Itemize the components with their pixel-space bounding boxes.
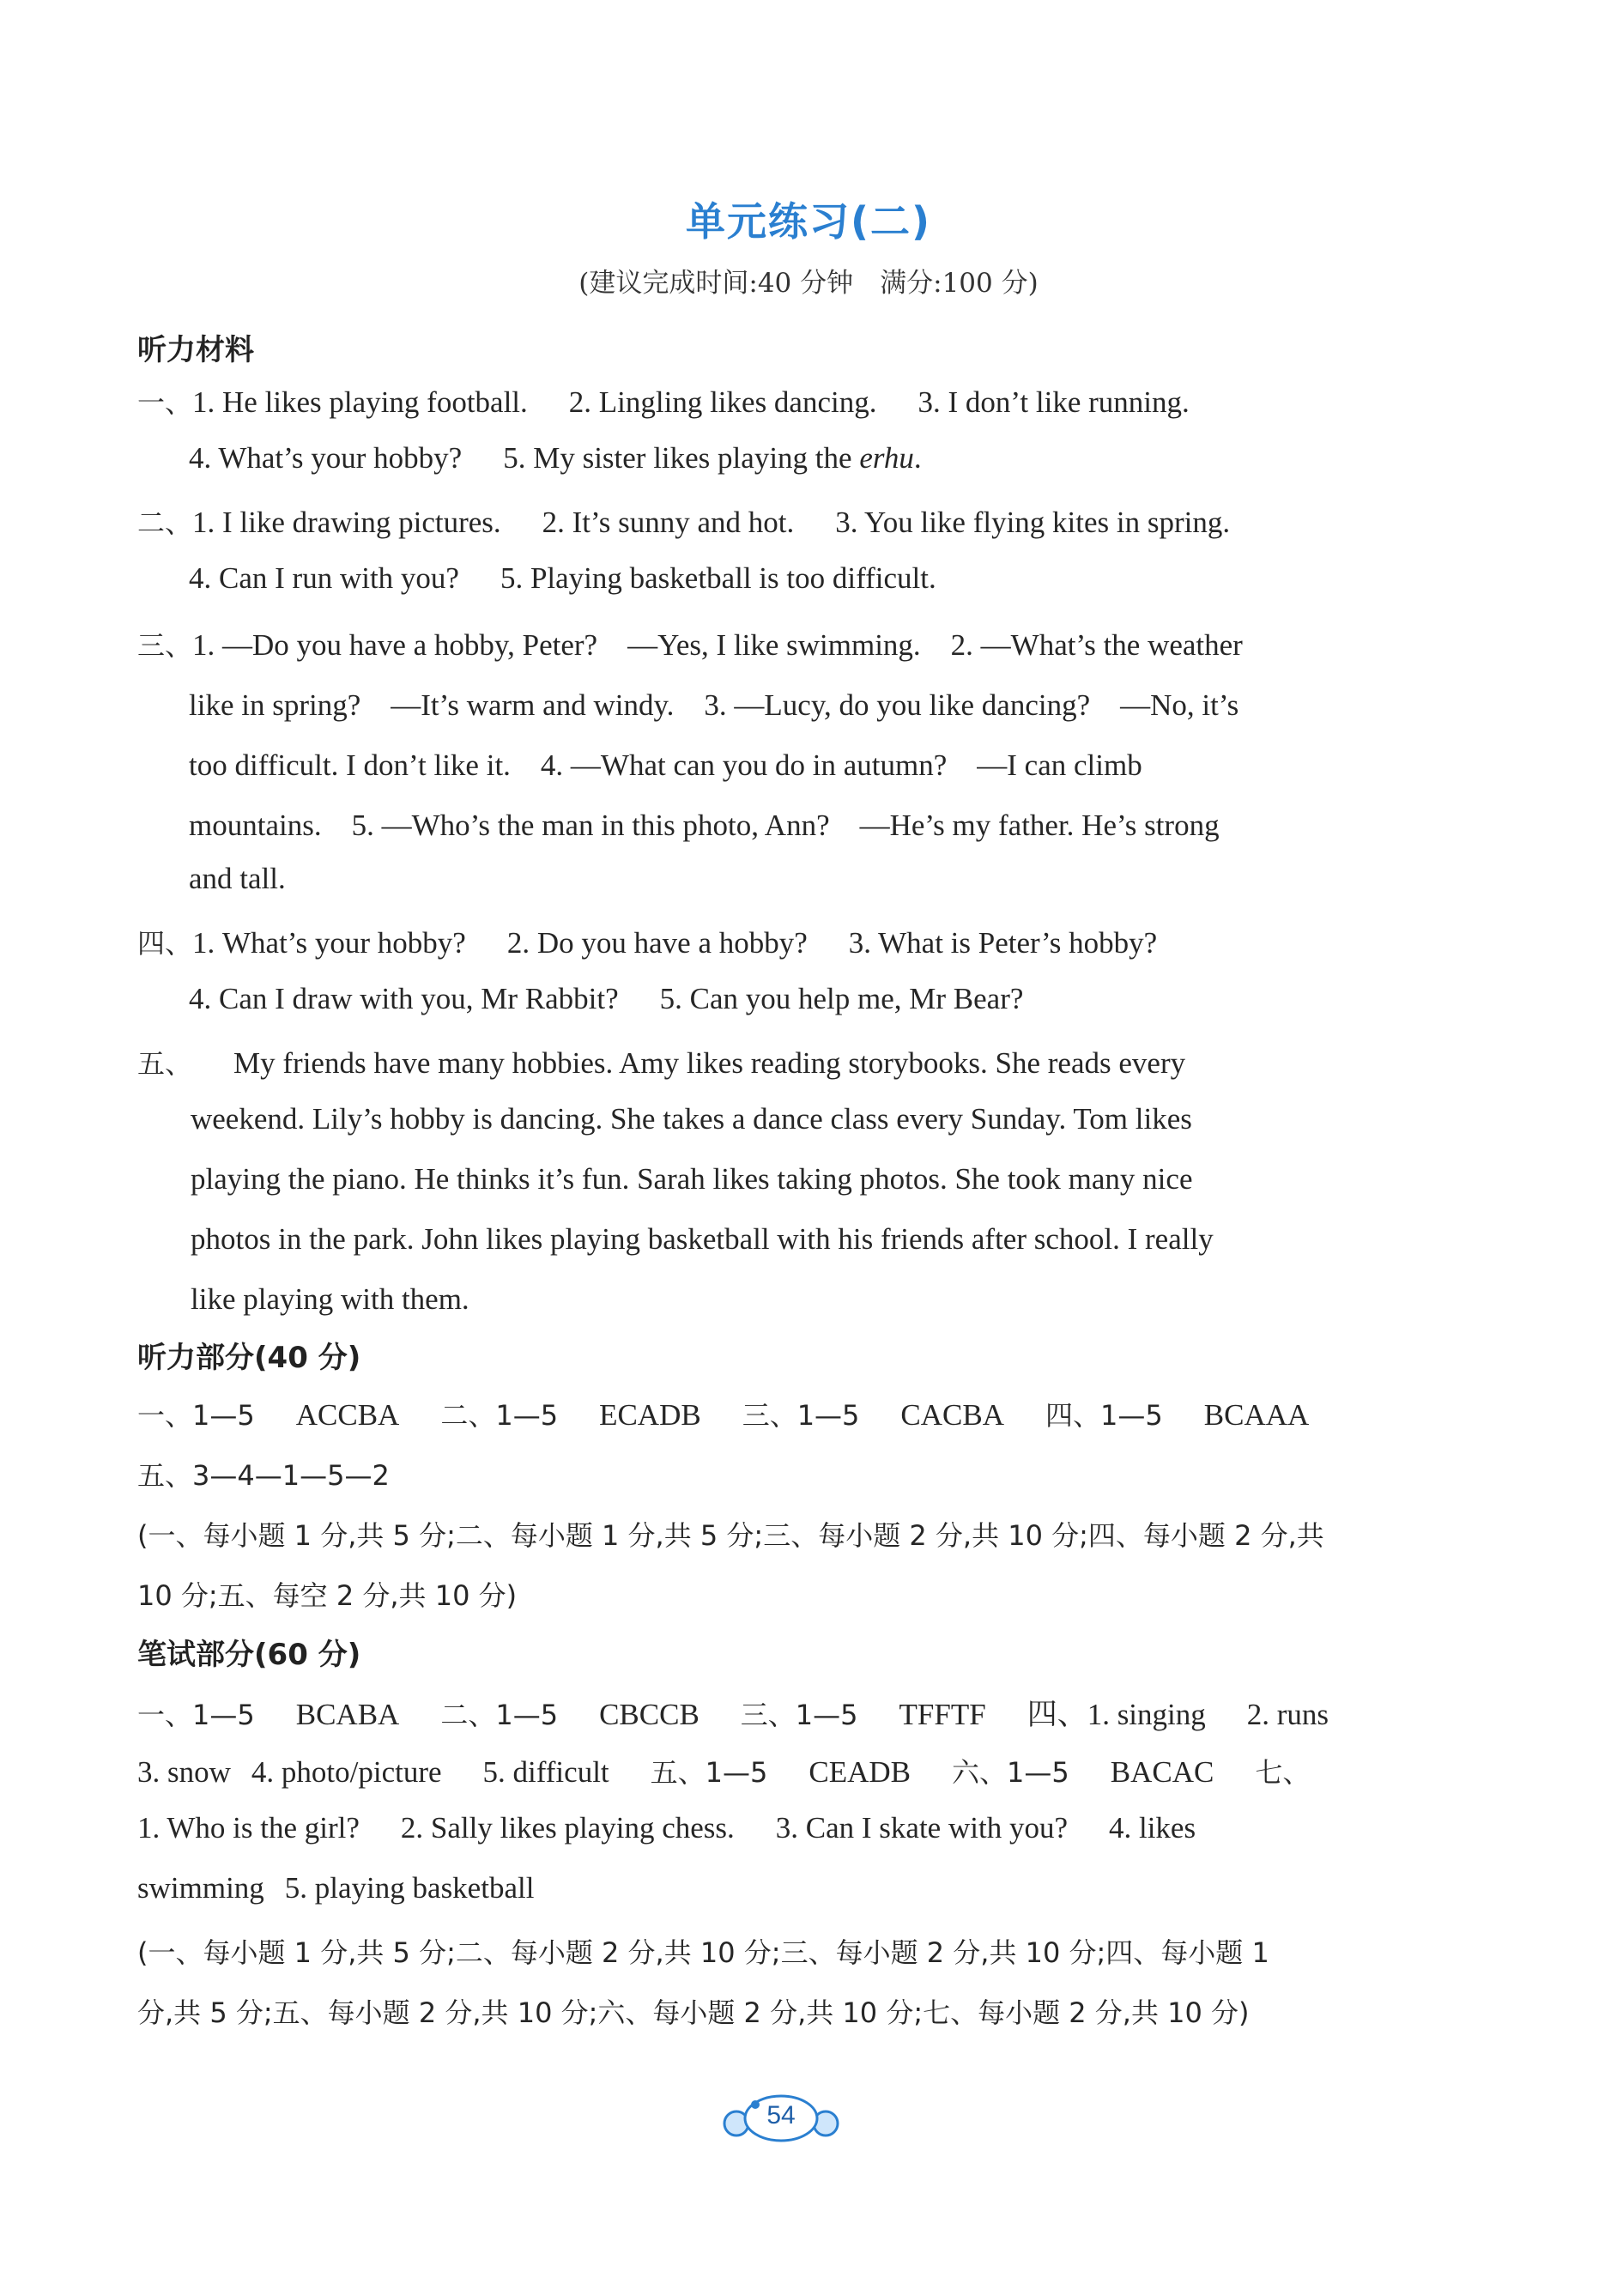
listening-scoring-note-1: (一、每小题 1 分,共 5 分;二、每小题 1 分,共 5 分;三、每小题 2 分,共 10 分;四、每小题 2 分,共 xyxy=(137,1519,1324,1552)
page-number: 54 xyxy=(766,2101,796,2129)
section-5-line-5: like playing with them. xyxy=(191,1282,469,1316)
listening-answers-line-1: 一、1—5 ACCBA 二、1—5 ECADB 三、1—5 CACBA 四、1—5 BCAAA xyxy=(137,1398,1310,1432)
written-part-heading: 笔试部分(60 分) xyxy=(137,1638,361,1672)
written-answers-line-1: 一、1—5 BCABA 二、1—5 CBCCB 三、1—5 TFFTF 四、1. singing 2. runs xyxy=(137,1698,1329,1731)
listening-scoring-note-2: 10 分;五、每空 2 分,共 10 分) xyxy=(137,1579,518,1612)
section-3-line-2: like in spring? —It’s warm and windy. 3. —Lucy, do you like dancing? —No, it’s xyxy=(189,688,1239,722)
written-answers-line-4: swimming 5. playing basketball xyxy=(137,1871,535,1905)
section-4-line-1: 四、1. What’s your hobby? 2. Do you have a hobby? 3. What is Peter’s hobby? xyxy=(137,926,1158,960)
listening-material-heading: 听力材料 xyxy=(137,333,254,367)
section-3-line-1: 三、1. —Do you have a hobby, Peter? —Yes, I like swimming. 2. —What’s the weather xyxy=(137,628,1243,662)
section-4-line-2: 4. Can I draw with you, Mr Rabbit? 5. Can you help me, Mr Bear? xyxy=(189,982,1024,1015)
section-5-line-4: photos in the park. John likes playing basketball with his friends after school. I really xyxy=(191,1222,1214,1256)
written-scoring-note-1: (一、每小题 1 分,共 5 分;二、每小题 2 分,共 10 分;三、每小题 2 分,共 10 分;四、每小题 1 xyxy=(137,1936,1269,1969)
page-subtitle: (建议完成时间:40 分钟 满分:100 分) xyxy=(578,268,1039,299)
page-number-badge xyxy=(721,2093,841,2148)
written-scoring-note-2: 分,共 5 分;五、每小题 2 分,共 10 分;六、每小题 2 分,共 10 分;七、每小题 2 分,共 10 分) xyxy=(137,1996,1250,2029)
section-2-line-2: 4. Can I run with you? 5. Playing basketball is too difficult. xyxy=(189,561,936,595)
section-5-line-1: 五、 My friends have many hobbies. Amy likes reading storybooks. She reads every xyxy=(137,1046,1186,1080)
written-answers-line-2: 3. snow 4. photo/picture 5. difficult 五、1—5 CEADB 六、1—5 BACAC 七、 xyxy=(137,1755,1311,1789)
written-answers-line-3: 1. Who is the girl? 2. Sally likes playing chess. 3. Can I skate with you? 4. likes xyxy=(137,1811,1196,1845)
listening-answers-line-2: 五、3—4—1—5—2 xyxy=(137,1459,390,1492)
page-title: 单元练习(二) xyxy=(685,198,932,245)
section-5-line-3: playing the piano. He thinks it’s fun. Sarah likes taking photos. She took many nice xyxy=(191,1162,1193,1196)
section-1-line-1: 一、1. He likes playing football. 2. Lingling likes dancing. 3. I don’t like running. xyxy=(137,385,1190,419)
section-2-line-1: 二、1. I like drawing pictures. 2. It’s sunny and hot. 3. You like flying kites in spring. xyxy=(137,506,1231,539)
section-3-line-4: mountains. 5. —Who’s the man in this photo, Ann? —He’s my father. He’s strong xyxy=(189,809,1220,842)
section-1-line-2: 4. What’s your hobby? 5. My sister likes playing the erhu. xyxy=(189,441,922,475)
section-5-line-2: weekend. Lily’s hobby is dancing. She takes a dance class every Sunday. Tom likes xyxy=(191,1102,1192,1136)
section-3-line-3: too difficult. I don’t like it. 4. —What can you do in autumn? —I can climb xyxy=(189,748,1142,782)
section-3-line-5: and tall. xyxy=(189,862,286,895)
listening-part-heading: 听力部分(40 分) xyxy=(137,1341,361,1375)
